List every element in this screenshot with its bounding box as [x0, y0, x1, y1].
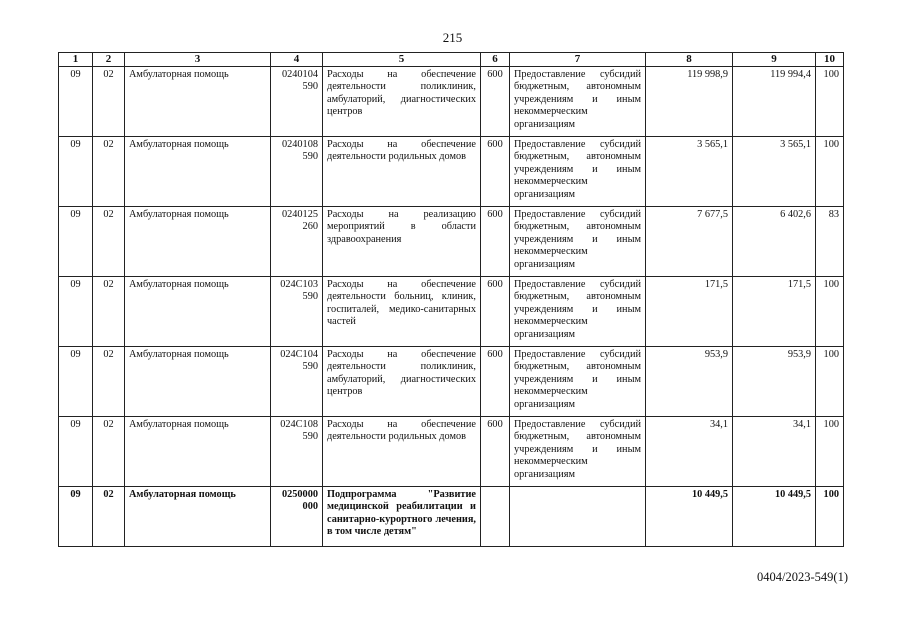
cell-section: 09 — [59, 277, 93, 347]
cell-percent: 100 — [816, 67, 844, 137]
cell-plan: 7 677,5 — [646, 207, 733, 277]
cell-expense-name: Предоставление субсидий бюджетным, автономным учреждениям и иным некоммерческим организациям — [510, 137, 646, 207]
cell-expense-name: Предоставление субсидий бюджетным, автономным учреждениям и иным некоммерческим организациям — [510, 67, 646, 137]
cell-subsection: 02 — [93, 207, 125, 277]
cell-executed: 953,9 — [733, 347, 816, 417]
table-row — [59, 137, 844, 207]
cell-target-code: 024С103 590 — [271, 277, 323, 347]
cell-percent: 100 — [816, 277, 844, 347]
cell-executed: 171,5 — [733, 277, 816, 347]
cell-percent: 100 — [816, 417, 844, 487]
cell-plan: 10 449,5 — [646, 487, 733, 547]
cell-subsection: 02 — [93, 137, 125, 207]
cell-section: 09 — [59, 347, 93, 417]
cell-name: Амбулаторная помощь — [125, 207, 271, 277]
cell-plan: 953,9 — [646, 347, 733, 417]
cell-subsection: 02 — [93, 67, 125, 137]
cell-section: 09 — [59, 137, 93, 207]
col-header-8: 8 — [646, 53, 733, 67]
cell-subsection: 02 — [93, 417, 125, 487]
cell-target-name: Подпрограмма "Развитие медицинской реабилитации и санитарно-курортного лечения, в том числе детям" — [323, 487, 481, 547]
cell-plan: 171,5 — [646, 277, 733, 347]
cell-section: 09 — [59, 67, 93, 137]
cell-executed: 10 449,5 — [733, 487, 816, 547]
cell-percent: 83 — [816, 207, 844, 277]
cell-expense-type: 600 — [481, 207, 510, 277]
table-row — [59, 347, 844, 417]
col-header-7: 7 — [510, 53, 646, 67]
cell-section: 09 — [59, 417, 93, 487]
cell-executed: 34,1 — [733, 417, 816, 487]
table-row — [59, 277, 844, 347]
cell-percent: 100 — [816, 347, 844, 417]
table-row — [59, 417, 844, 487]
cell-target-name: Расходы на реализацию мероприятий в области здравоохранения — [323, 207, 481, 277]
cell-percent: 100 — [816, 137, 844, 207]
cell-name: Амбулаторная помощь — [125, 347, 271, 417]
cell-expense-type — [481, 487, 510, 547]
cell-expense-type: 600 — [481, 277, 510, 347]
cell-name: Амбулаторная помощь — [125, 487, 271, 547]
col-header-3: 3 — [125, 53, 271, 67]
col-header-5: 5 — [323, 53, 481, 67]
cell-target-name: Расходы на обеспечение деятельности больниц, клиник, госпиталей, медико-санитарных частей — [323, 277, 481, 347]
cell-expense-type: 600 — [481, 67, 510, 137]
cell-target-code: 0240108 590 — [271, 137, 323, 207]
cell-name: Амбулаторная помощь — [125, 67, 271, 137]
cell-target-code: 024С108 590 — [271, 417, 323, 487]
cell-target-name: Расходы на обеспечение деятельности поликлиник, амбулаторий, диагностических центров — [323, 347, 481, 417]
cell-subsection: 02 — [93, 347, 125, 417]
cell-name: Амбулаторная помощь — [125, 417, 271, 487]
cell-expense-name: Предоставление субсидий бюджетным, автономным учреждениям и иным некоммерческим организациям — [510, 347, 646, 417]
col-header-10: 10 — [816, 53, 844, 67]
col-header-1: 1 — [59, 53, 93, 67]
cell-section: 09 — [59, 207, 93, 277]
page-number: 215 — [442, 30, 463, 45]
cell-name: Амбулаторная помощь — [125, 137, 271, 207]
table-row — [59, 207, 844, 277]
col-header-6: 6 — [481, 53, 510, 67]
cell-target-code: 0240125 260 — [271, 207, 323, 277]
table-row — [59, 487, 844, 547]
cell-expense-type: 600 — [481, 347, 510, 417]
cell-plan: 3 565,1 — [646, 137, 733, 207]
cell-expense-name: Предоставление субсидий бюджетным, автономным учреждениям и иным некоммерческим организациям — [510, 417, 646, 487]
cell-expense-name — [510, 487, 646, 547]
table-body — [59, 67, 844, 547]
budget-table — [58, 52, 844, 547]
cell-executed: 6 402,6 — [733, 207, 816, 277]
header-row — [59, 53, 844, 67]
cell-expense-type: 600 — [481, 417, 510, 487]
cell-executed: 119 994,4 — [733, 67, 816, 137]
cell-plan: 119 998,9 — [646, 67, 733, 137]
cell-plan: 34,1 — [646, 417, 733, 487]
cell-subsection: 02 — [93, 277, 125, 347]
table-row — [59, 67, 844, 137]
col-header-2: 2 — [93, 53, 125, 67]
col-header-9: 9 — [733, 53, 816, 67]
cell-target-name: Расходы на обеспечение деятельности поликлиник, амбулаторий, диагностических центров — [323, 67, 481, 137]
cell-target-name: Расходы на обеспечение деятельности родильных домов — [323, 137, 481, 207]
document-number: 0404/2023-549(1) — [757, 570, 848, 584]
cell-subsection: 02 — [93, 487, 125, 547]
cell-name: Амбулаторная помощь — [125, 277, 271, 347]
cell-section: 09 — [59, 487, 93, 547]
cell-expense-name: Предоставление субсидий бюджетным, автономным учреждениям и иным некоммерческим организациям — [510, 277, 646, 347]
cell-target-name: Расходы на обеспечение деятельности родильных домов — [323, 417, 481, 487]
cell-target-code: 0240104 590 — [271, 67, 323, 137]
col-header-4: 4 — [271, 53, 323, 67]
cell-executed: 3 565,1 — [733, 137, 816, 207]
cell-percent: 100 — [816, 487, 844, 547]
cell-expense-type: 600 — [481, 137, 510, 207]
cell-expense-name: Предоставление субсидий бюджетным, автономным учреждениям и иным некоммерческим организациям — [510, 207, 646, 277]
cell-target-code: 024С104 590 — [271, 347, 323, 417]
cell-target-code: 0250000 000 — [271, 487, 323, 547]
